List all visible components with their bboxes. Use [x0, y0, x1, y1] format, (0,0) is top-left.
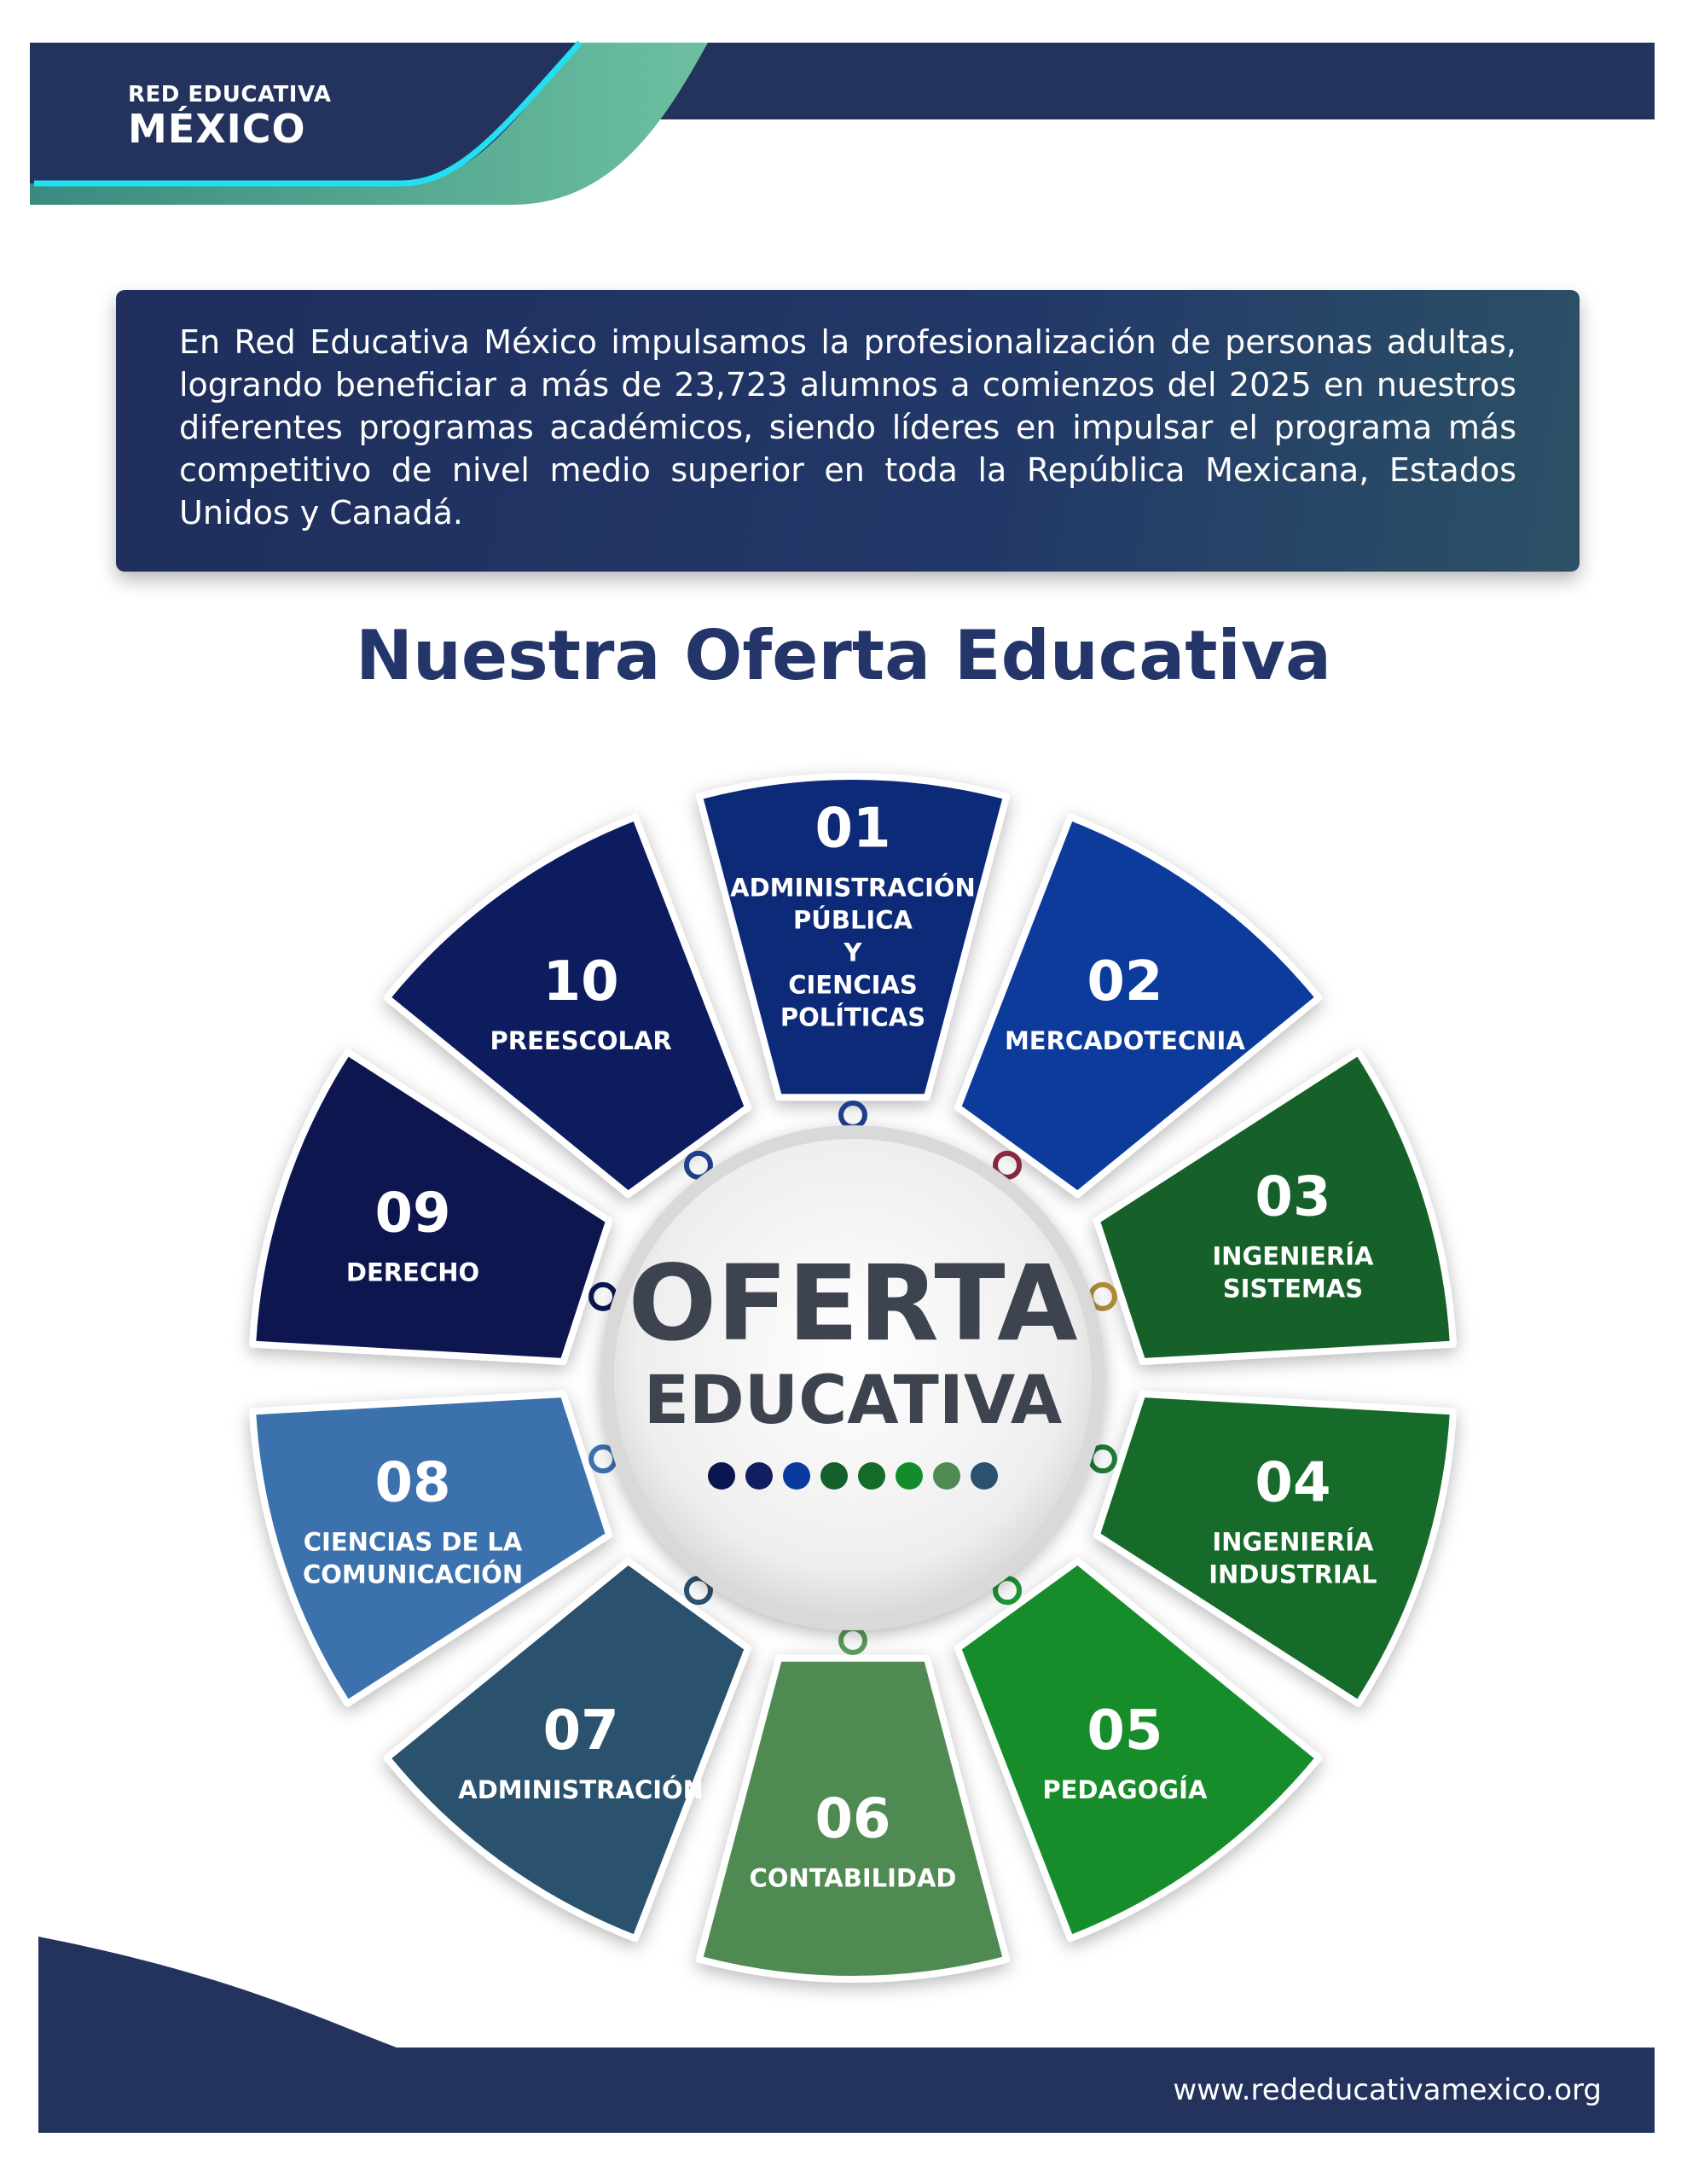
section-title: Nuestra Oferta Educativa: [356, 616, 1331, 695]
center-dot-4: [820, 1462, 848, 1490]
program-name-09-line-1: DERECHO: [345, 1258, 480, 1287]
center-dot-1: [708, 1462, 735, 1490]
program-number-08: 08: [374, 1451, 451, 1515]
logo-line-2: MÉXICO: [128, 106, 306, 152]
intro-text: En Red Educativa México impulsamos la profesionalización de personas adultas, logrando beneficiar a más de 23,723 alumnos a comienzos del 2025 en nuestros diferentes programas académicos, siendo líderes en impulsar el programa más competitivo de nivel medio superior en toda la República Mexicana, Estados Unidos y Canadá.: [179, 323, 1516, 531]
program-name-10-line-1: PREESCOLAR: [490, 1026, 672, 1056]
website-link[interactable]: www.rededucativamexico.org: [1173, 2073, 1602, 2107]
program-number-06: 06: [815, 1787, 891, 1851]
program-name-06-line-1: CONTABILIDAD: [749, 1863, 957, 1893]
program-name-01-line-5: POLÍTICAS: [780, 1002, 926, 1032]
program-number-03: 03: [1255, 1165, 1331, 1229]
program-name-08-line-1: CIENCIAS DE LA: [303, 1527, 523, 1557]
program-name-07-line-1: ADMINISTRACIÓN: [458, 1774, 704, 1804]
program-number-05: 05: [1087, 1699, 1163, 1763]
logo-line-1: RED EDUCATIVA: [128, 82, 332, 107]
pointer-ring-icon-06: [841, 1629, 865, 1653]
program-number-07: 07: [542, 1699, 619, 1763]
program-number-09: 09: [374, 1182, 451, 1246]
program-number-01: 01: [815, 797, 891, 861]
center-dot-8: [971, 1462, 998, 1490]
program-name-08-line-2: COMUNICACIÓN: [302, 1560, 524, 1589]
center-dot-3: [783, 1462, 810, 1490]
program-name-01-line-3: Y: [844, 938, 862, 967]
center-title-line-2: EDUCATIVA: [643, 1362, 1063, 1439]
program-number-10: 10: [542, 950, 619, 1014]
program-name-04-line-1: INGENIERÍA: [1212, 1527, 1374, 1557]
program-name-04-line-2: INDUSTRIAL: [1209, 1560, 1377, 1589]
program-number-04: 04: [1255, 1451, 1331, 1515]
program-name-05-line-1: PEDAGOGÍA: [1042, 1774, 1208, 1804]
program-name-03-line-1: INGENIERÍA: [1212, 1241, 1374, 1271]
footer-banner: [0, 1877, 1687, 2184]
center-dot-7: [933, 1462, 960, 1490]
center-dot-6: [896, 1462, 923, 1490]
program-name-01-line-2: PÚBLICA: [793, 905, 913, 935]
center-title-line-1: OFERTA: [628, 1243, 1078, 1364]
program-name-01-line-4: CIENCIAS: [788, 970, 918, 1000]
center-dot-5: [858, 1462, 885, 1490]
center-dot-2: [745, 1462, 773, 1490]
program-name-03-line-2: SISTEMAS: [1222, 1274, 1364, 1304]
pointer-ring-icon-01: [841, 1103, 865, 1127]
program-number-02: 02: [1087, 950, 1163, 1014]
program-name-01-line-1: ADMINISTRACIÓN: [730, 873, 976, 903]
program-name-02-line-1: MERCADOTECNIA: [1004, 1026, 1245, 1056]
